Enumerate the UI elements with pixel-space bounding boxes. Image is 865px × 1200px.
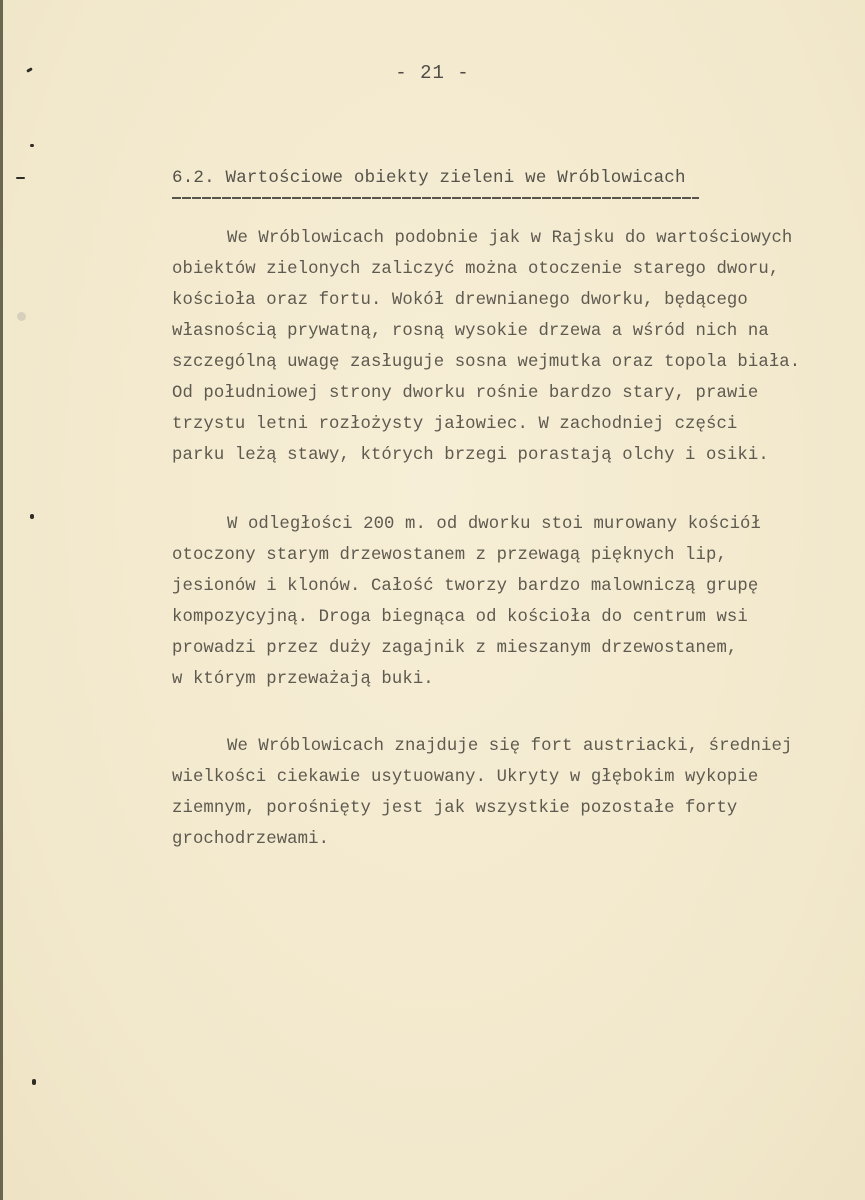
text-line: ziemnym, porośnięty jest jak wszystkie pozostałe forty xyxy=(172,799,738,818)
text-line: szczególną uwagę zasługuje sosna wejmutka oraz topola biała. xyxy=(172,353,801,372)
text-line: własnością prywatną, rosną wysokie drzewa a wśród nich na xyxy=(172,322,769,341)
text-line: We Wróblowicach podobnie jak w Rajsku do wartościowych xyxy=(227,229,793,248)
page-number: - 21 - xyxy=(395,62,470,84)
margin-mark xyxy=(16,177,25,179)
text-line: W odległości 200 m. od dworku stoi murowany kościół xyxy=(227,515,761,534)
text-line: trzystu letni rozłożysty jałowiec. W zachodniej części xyxy=(172,415,738,434)
text-line: otoczony starym drzewostanem z przewagą pięknych lip, xyxy=(172,546,727,565)
text-line: wielkości ciekawie usytuowany. Ukryty w głębokim wykopie xyxy=(172,768,759,787)
paragraph-2 xyxy=(172,509,822,695)
margin-mark xyxy=(30,144,34,147)
paragraph-3 xyxy=(172,731,822,855)
margin-mark xyxy=(32,1079,36,1085)
text-line: kościoła oraz fortu. Wokół drewnianego dworku, będącego xyxy=(172,291,748,310)
text-line: obiektów zielonych zaliczyć można otoczenie starego dworu, xyxy=(172,260,780,279)
heading-underline xyxy=(172,197,699,199)
margin-mark xyxy=(30,514,34,519)
text-line: jesionów i klonów. Całość tworzy bardzo malowniczą grupę xyxy=(172,577,759,596)
text-line: kompozycyjną. Droga biegnąca od kościoła do centrum wsi xyxy=(172,608,748,627)
paragraph-1 xyxy=(172,223,822,471)
page-edge xyxy=(0,0,3,1200)
text-line: grochodrzewami. xyxy=(172,830,330,849)
text-line: prowadzi przez duży zagajnik z mieszanym drzewostanem, xyxy=(172,639,738,658)
paper-spot xyxy=(17,312,26,321)
section-heading: 6.2. Wartościowe obiekty zieleni we Wróblowicach xyxy=(172,168,686,188)
text-line: parku leżą stawy, których brzegi porastają olchy i osiki. xyxy=(172,446,769,465)
text-line: w którym przeważają buki. xyxy=(172,670,434,689)
text-line: Od południowej strony dworku rośnie bardzo stary, prawie xyxy=(172,384,759,403)
text-line: We Wróblowicach znajduje się fort austriacki, średniej xyxy=(227,737,793,756)
